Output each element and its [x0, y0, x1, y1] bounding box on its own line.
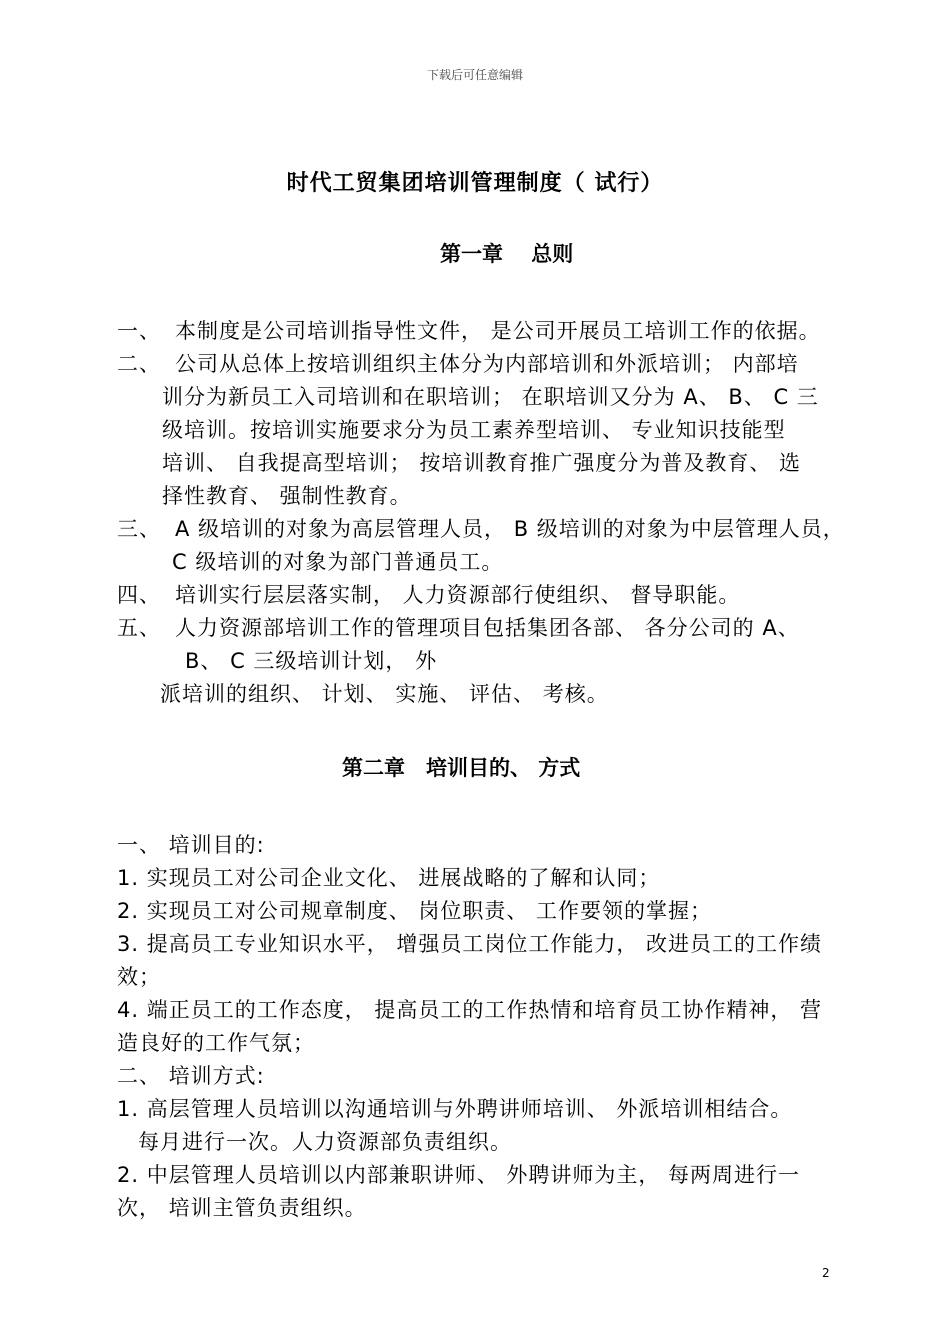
- item-3: [117, 513, 845, 543]
- item-number: 三、: [117, 517, 161, 541]
- item-2: [117, 348, 799, 378]
- item-5: [117, 612, 800, 642]
- item-text-line: 派培训的组织、 计划、 实施、 评估、 考核。: [160, 682, 609, 706]
- item-text: 本制度是公司培训指导性文件， 是公司开展员工培训工作的依据。: [175, 319, 821, 343]
- section-training-methods: 二、 培训方式:: [117, 1064, 265, 1088]
- method-line: 次， 培训主管负责组织。: [117, 1196, 367, 1220]
- section-training-purpose: 一、 培训目的:: [117, 833, 265, 857]
- item-text: 培训实行层层落实制， 人力资源部行使组织、 督导职能。: [175, 583, 741, 607]
- method-line: 2. 中层管理人员培训以内部兼职讲师、 外聘讲师为主， 每两周进行一: [117, 1163, 801, 1187]
- chapter-2-heading: 第二章 培训目的、 方式: [342, 756, 581, 780]
- item-text-line: C 级培训的对象为部门普通员工。: [172, 550, 504, 574]
- item-text: A 级培训的对象为高层管理人员， B 级培训的对象为中层管理人员，: [175, 517, 845, 541]
- method-line: 1. 高层管理人员培训以沟通培训与外聘讲师培训、 外派培训相结合。: [117, 1097, 793, 1121]
- item-number: 一、: [117, 319, 161, 343]
- item-text-line: B、 C 三级培训计划， 外: [185, 649, 438, 673]
- purpose-line: 1. 实现员工对公司企业文化、 进展战略的了解和认同；: [117, 866, 661, 890]
- purpose-line: 效；: [117, 965, 161, 989]
- page-number: 2: [822, 1266, 830, 1280]
- item-text-line: 择性教育、 强制性教育。: [162, 484, 412, 508]
- item-4: [117, 579, 740, 609]
- item-text: 公司从总体上按培训组织主体分为内部培训和外派培训； 内部培: [175, 352, 799, 376]
- item-text-line: 培训、 自我提高型培训； 按培训教育推广强度分为普及教育、 选: [162, 451, 802, 475]
- purpose-line: 造良好的工作气氛；: [117, 1031, 315, 1055]
- header-note: 下载后可任意编辑: [426, 68, 523, 82]
- item-text-line: 训分为新员工入司培训和在职培训； 在职培训又分为 A、 B、 C 三: [162, 385, 819, 409]
- purpose-line: 4. 端正员工的工作态度， 提高员工的工作热情和培育员工协作精神， 营: [117, 998, 823, 1022]
- item-number: 二、: [117, 352, 161, 376]
- chapter-1-heading: 第一章 总则: [440, 242, 574, 266]
- purpose-line: 3. 提高员工专业知识水平， 增强员工岗位工作能力， 改进员工的工作绩: [117, 932, 823, 956]
- purpose-line: 2. 实现员工对公司规章制度、 岗位职责、 工作要领的掌握；: [117, 899, 713, 923]
- document-title: 时代工贸集团培训管理制度（ 试行）: [286, 171, 664, 196]
- item-number: 四、: [117, 583, 161, 607]
- item-1: [117, 315, 821, 345]
- item-text: 人力资源部培训工作的管理项目包括集团各部、 各分公司的 A、: [175, 616, 800, 640]
- item-text-line: 级培训。按培训实施要求分为员工素养型培训、 专业知识技能型: [162, 418, 786, 442]
- item-number: 五、: [117, 616, 161, 640]
- method-line: 每月进行一次。人力资源部负责组织。: [138, 1130, 512, 1154]
